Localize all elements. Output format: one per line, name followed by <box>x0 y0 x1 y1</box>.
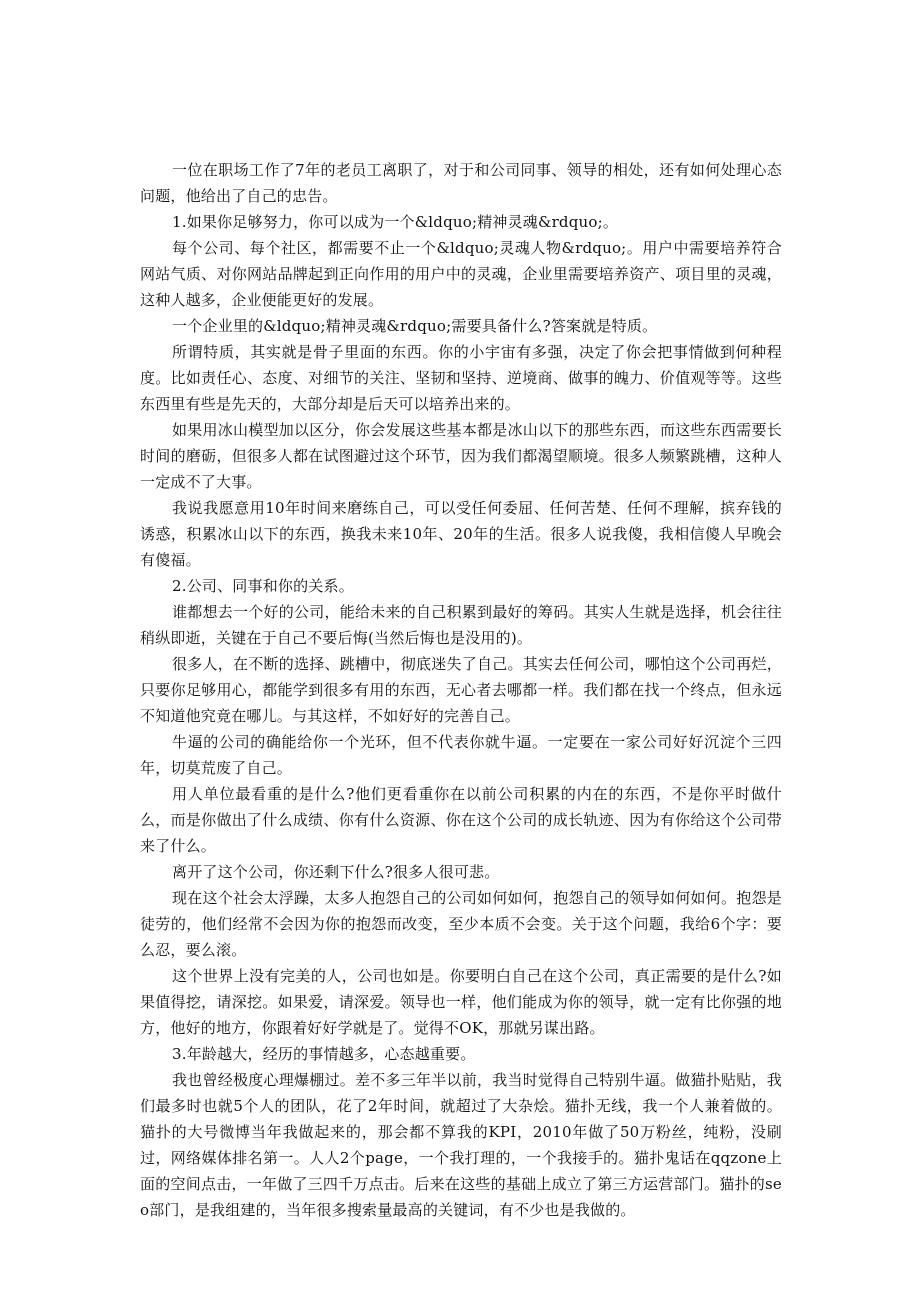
paragraph: 离开了这个公司，你还剩下什么?很多人很可悲。 <box>172 863 500 881</box>
paragraph: 现在这个社会太浮躁，太多人抱怨自己的公司如何如何，抱怨自己的领导如何如何。抱怨是徒劳的，他们经常不会因为你的抱怨而改变，至少本质不会变。关于这个问题，我给6个字：要么忍，要么滚。 <box>140 889 782 959</box>
section-heading-2: 2.公司、同事和你的关系。 <box>172 577 354 595</box>
paragraph: 我也曾经极度心理爆棚过。差不多三年半以前，我当时觉得自己特别牛逼。做猫扑贴贴，我们最多时也就5个人的团队，花了2年时间，就超过了大杂烩。猫扑无线，我一个人兼着做的。猫扑的大号微博当年我做起来的，那会都不算我的KPI，2010年做了50万粉丝，纯粉，没刷过，网络媒体排名第一。人人2个page，一个我打理的，一个我接手的。猫扑鬼话在qqzone上面的空间点击，一年做了三四千万点击。后来在这些的基础上成立了第三方运营部门。猫扑的seo部门，是我组建的，当年很多搜索量最高的关键词，有不少也是我做的。 <box>140 1071 782 1219</box>
paragraph: 用人单位最看重的是什么?他们更看重你在以前公司积累的内在的东西，不是你平时做什么，而是你做出了什么成绩、你有什么资源、你在这个公司的成长轨迹、因为有你给这个公司带来了什么。 <box>140 785 782 855</box>
paragraph: 一个企业里的&ldquo;精神灵魂&rdquo;需要具备什么?答案就是特质。 <box>172 317 658 335</box>
paragraph: 每个公司、每个社区，都需要不止一个&ldquo;灵魂人物&rdquo;。用户中需要培养符合网站气质、对你网站品牌起到正向作用的用户中的灵魂，企业里需要培养资产、项目里的灵魂，这种人越多，企业便能更好的发展。 <box>140 239 782 309</box>
paragraph: 很多人，在不断的选择、跳槽中，彻底迷失了自己。其实去任何公司，哪怕这个公司再烂，只要你足够用心，都能学到很多有用的东西，无心者去哪都一样。我们都在找一个终点，但永远不知道他究竟在哪儿。与其这样，不如好好的完善自己。 <box>140 655 782 725</box>
paragraph-intro: 一位在职场工作了7年的老员工离职了，对于和公司同事、领导的相处，还有如何处理心态问题，他给出了自己的忠告。 <box>140 161 782 205</box>
section-heading-3: 3.年龄越大，经历的事情越多，心态越重要。 <box>172 1045 476 1063</box>
paragraph: 如果用冰山模型加以区分，你会发展这些基本都是冰山以下的那些东西，而这些东西需要长时间的磨砺，但很多人都在试图避过这个环节，因为我们都渴望顺境。很多人频繁跳槽，这种人一定成不了大事。 <box>140 421 782 491</box>
paragraph: 这个世界上没有完美的人，公司也如是。你要明白自己在这个公司，真正需要的是什么?如果值得挖，请深挖。如果爱，请深爱。领导也一样，他们能成为你的领导，就一定有比你强的地方，他好的地方，你跟着好好学就是了。觉得不OK，那就另谋出路。 <box>140 967 782 1037</box>
paragraph: 我说我愿意用10年时间来磨练自己，可以受任何委屈、任何苦楚、任何不理解，摈弃钱的诱惑，积累冰山以下的东西，换我未来10年、20年的生活。很多人说我傻，我相信傻人早晚会有傻福。 <box>140 499 782 569</box>
paragraph: 谁都想去一个好的公司，能给未来的自己积累到最好的筹码。其实人生就是选择，机会往往稍纵即逝，关键在于自己不要后悔(当然后悔也是没用的)。 <box>140 603 782 647</box>
section-heading-1: 1.如果你足够努力，你可以成为一个&ldquo;精神灵魂&rdquo;。 <box>172 213 619 231</box>
paragraph: 所谓特质，其实就是骨子里面的东西。你的小宇宙有多强，决定了你会把事情做到何种程度。比如责任心、态度、对细节的关注、坚韧和坚持、逆境商、做事的魄力、价值观等等。这些东西里有些是先天的，大部分却是后天可以培养出来的。 <box>140 343 782 413</box>
paragraph: 牛逼的公司的确能给你一个光环，但不代表你就牛逼。一定要在一家公司好好沉淀个三四年，切莫荒废了自己。 <box>140 733 782 777</box>
document-body <box>140 157 782 1223</box>
